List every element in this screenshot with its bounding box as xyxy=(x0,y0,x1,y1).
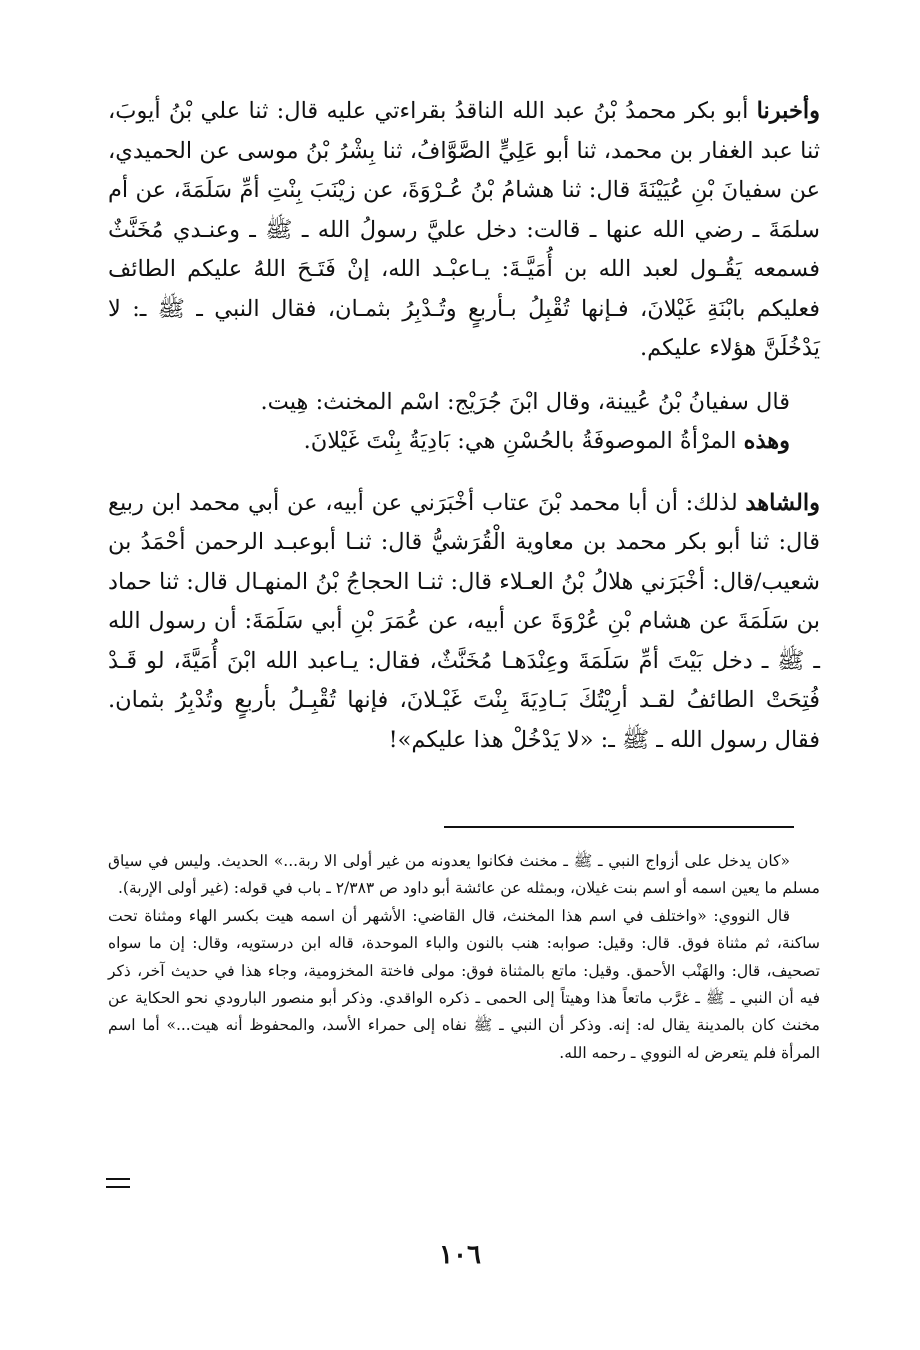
paragraph-text: قال سفيانُ بْنُ عُيينة، وقال ابْنَ جُرَيْج: اسْم المخنث: هِيت. xyxy=(260,388,790,415)
paragraph-text: أبو بكر محمدُ بْنُ عبد الله الناقدُ بقراءتي عليه قال: ثنا علي بْنُ أيوبَ، ثنا عبد الغفار بن محمد، ثنا أبو عَلِيٍّ الصَّوَّافُ، ثنا بِشْرُ بْنُ موسى عن الحميدي، عن سفيانَ بْنِ عُيَيْنَةَ قال: ثنا هشامُ بْنُ عُـرْوَةَ، عن زيْنَبَ بِنْتِ أمِّ سَلَمَةَ، عن أم سلمَةَ ـ رضي الله عنها ـ قالت: دخل عليَّ رسولُ الله ـ ﷺ ـ وعنـدي مُخَنَّثٌ فسمعه يَقُـول لعبد الله بن أُمَيَّـةَ: يـاعبْـد الله، إنْ فَتَـحَ اللهُ عليكم الطائف فعليكم بابْنَةِ غَيْلانَ، فـإنها تُقْبِلُ بـأربعٍ وتُـدْبِرُ بثمـان، فقال النبي ـ ﷺ ـ: لا يَدْخُلَنَّ هؤلاء عليكم. xyxy=(108,98,820,361)
paragraph-4 xyxy=(108,484,820,761)
paragraph-2 xyxy=(108,383,820,423)
paragraph-lead: وهذه xyxy=(743,428,790,454)
footnote-2: قال النووي: «واختلف في اسم هذا المخنث، قال القاضي: الأشهر أن اسمه هيت بكسر الهاء ومثناة تحت ساكنة، ثم مثناة فوق. قال: وقيل: صوابه: هنب بالنون والباء الموحدة، قاله ابن درستويه، وقال: إن ما سواه تصحيف، قال: والهَنْب الأحمق. وقيل: ماتع بالمثناة فوق: مولى فاختة المخزومية، وجاء هذا في حديث آخر، ذكر فيه أن النبي ـ ﷺ ـ غرَّب ماتعاً هذا وهيتاً إلى الحمى ـ ذكره الواقدي. وذكر أبو منصور البارودي نحو الحكاية عن مخنث كان بالمدينة يقال له: إنه. وذكر أن النبي ـ ﷺ نفاه إلى حمراء الأسد، والمحفوظ أنه هيت...» أما اسم المرأة فلم يتعرض له النووي ـ رحمه الله. xyxy=(108,906,820,1062)
footnote-separator xyxy=(444,826,794,828)
continuation-mark xyxy=(106,1178,130,1188)
paragraph-text: لذلك: أن أبا محمد بْنَ عتاب أخْبَرَني عن أبيه، عن أبي محمد ابن ربيع قال: ثنا أبو بكر محمد بن معاوية الْقُرَشيُّ قال: ثنـا أبوعبـد الرحمن أحْمَدُ بن شعيب/قال: أخْبَرَني هلالُ بْنُ العـلاء قال: ثنـا الحجاجُ بْنُ المنهـال قال: ثنا حماد بن سَلَمَةَ عن هشام بْنِ عُرْوَةَ عن أبيه، عن عُمَرَ بْنِ أبي سَلَمَةَ: أن رسول الله ـ ﷺ ـ دخل بَيْتَ أمِّ سَلَمَةَ وعِنْدَهـا مُخَنَّثٌ، فقال: يـاعبد الله ابْنَ أُمَيَّةَ، لو قَـدْ فُتِحَتْ الطائفُ لقـد أرِيْتُكَ بَـادِيَةَ بِنْتَ غَيْـلانَ، فإنها تُقْبِـلُ بأربعٍ وتُدْبِرُ بثمان. فقال رسول الله ـ ﷺ ـ: «لا يَدْخُلْ هذا عليكم»! xyxy=(108,489,820,753)
paragraph-text: المرْأةُ الموصوفَةُ بالحُسْنِ هي: بَادِيَةُ بِنْتَ غَيْلانَ. xyxy=(303,428,744,454)
page-number: ١٠٦ xyxy=(439,1240,481,1270)
paragraph-3 xyxy=(108,422,820,462)
paragraph-lead: والشاهد xyxy=(745,489,820,516)
footnotes xyxy=(108,848,820,1067)
main-text xyxy=(108,92,820,760)
paragraph-1 xyxy=(108,92,820,369)
paragraph-lead: وأخبرنا xyxy=(756,98,820,124)
footnote-1: «كان يدخل على أزواج النبي ـ ﷺ ـ مخنث فكانوا يعدونه من غير أولى الا ربة...» الحديث. وليس في سياق مسلم ما يعين اسمه أو اسم بنت غيلان، وبمثله عن عائشة أبو داود ص ٢/٣٨٣ ـ باب في قوله: (غير أولى الإربة). xyxy=(108,852,820,898)
